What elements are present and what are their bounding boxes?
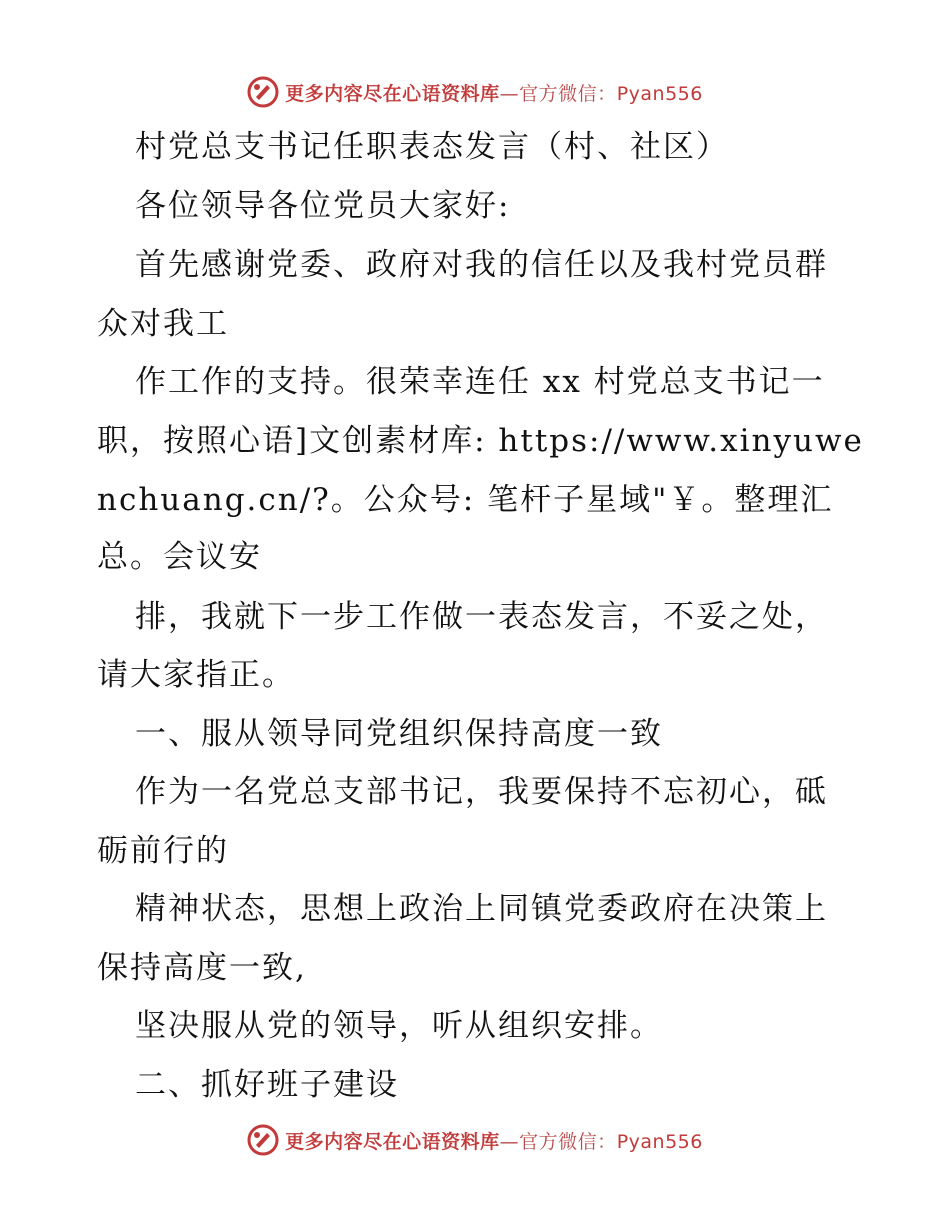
- footer-banner-sep: —: [499, 1130, 520, 1153]
- document-line: 砺前行的: [97, 833, 229, 869]
- header-banner-wechat: 官方微信：: [519, 82, 617, 105]
- logo-icon: [247, 76, 279, 108]
- header-banner-main: 更多内容尽在心语资料库: [285, 82, 500, 105]
- document-line: 首先感谢党委、政府对我的信任以及我村党员群: [135, 247, 828, 283]
- document-line: 各位领导各位党员大家好:: [135, 188, 511, 224]
- header-banner-id: Pyan556: [616, 82, 703, 105]
- document-line: 总。会议安: [97, 539, 262, 575]
- header-banner-sep: —: [499, 82, 520, 105]
- document-title: 村党总支书记任职表态发言（村、社区）: [135, 129, 729, 165]
- footer-banner-id: Pyan556: [616, 1130, 703, 1153]
- document-line: 职，按照心语]文创素材库: https://www.xinyuwe: [97, 423, 864, 459]
- document-line: 精神状态，思想上政治上同镇党委政府在决策上: [135, 891, 828, 927]
- footer-banner-wechat: 官方微信：: [519, 1130, 617, 1153]
- header-banner-text: [285, 79, 703, 106]
- document-line: 保持高度一致,: [97, 950, 307, 986]
- document-line: nchuang.cn/?。公众号: 笔杆子星域"￥。整理汇: [97, 482, 834, 518]
- footer-banner: [0, 1120, 950, 1160]
- footer-banner-main: 更多内容尽在心语资料库: [285, 1130, 500, 1153]
- document-line: 作为一名党总支部书记，我要保持不忘初心，砥: [135, 774, 828, 810]
- footer-banner-text: [285, 1127, 703, 1154]
- document-line: 作工作的支持。很荣幸连任 xx 村党总支书记一: [135, 364, 825, 400]
- document-line: 众对我工: [97, 306, 229, 342]
- section-heading: 二、抓好班子建设: [135, 1067, 399, 1103]
- document-line: 排，我就下一步工作做一表态发言，不妥之处，: [135, 599, 828, 635]
- logo-icon: [247, 1124, 279, 1156]
- section-heading: 一、服从领导同党组织保持高度一致: [135, 716, 663, 752]
- document-line: 坚决服从党的领导，听从组织安排。: [135, 1008, 663, 1044]
- document-line: 请大家指正。: [97, 657, 295, 693]
- header-banner: [0, 72, 950, 112]
